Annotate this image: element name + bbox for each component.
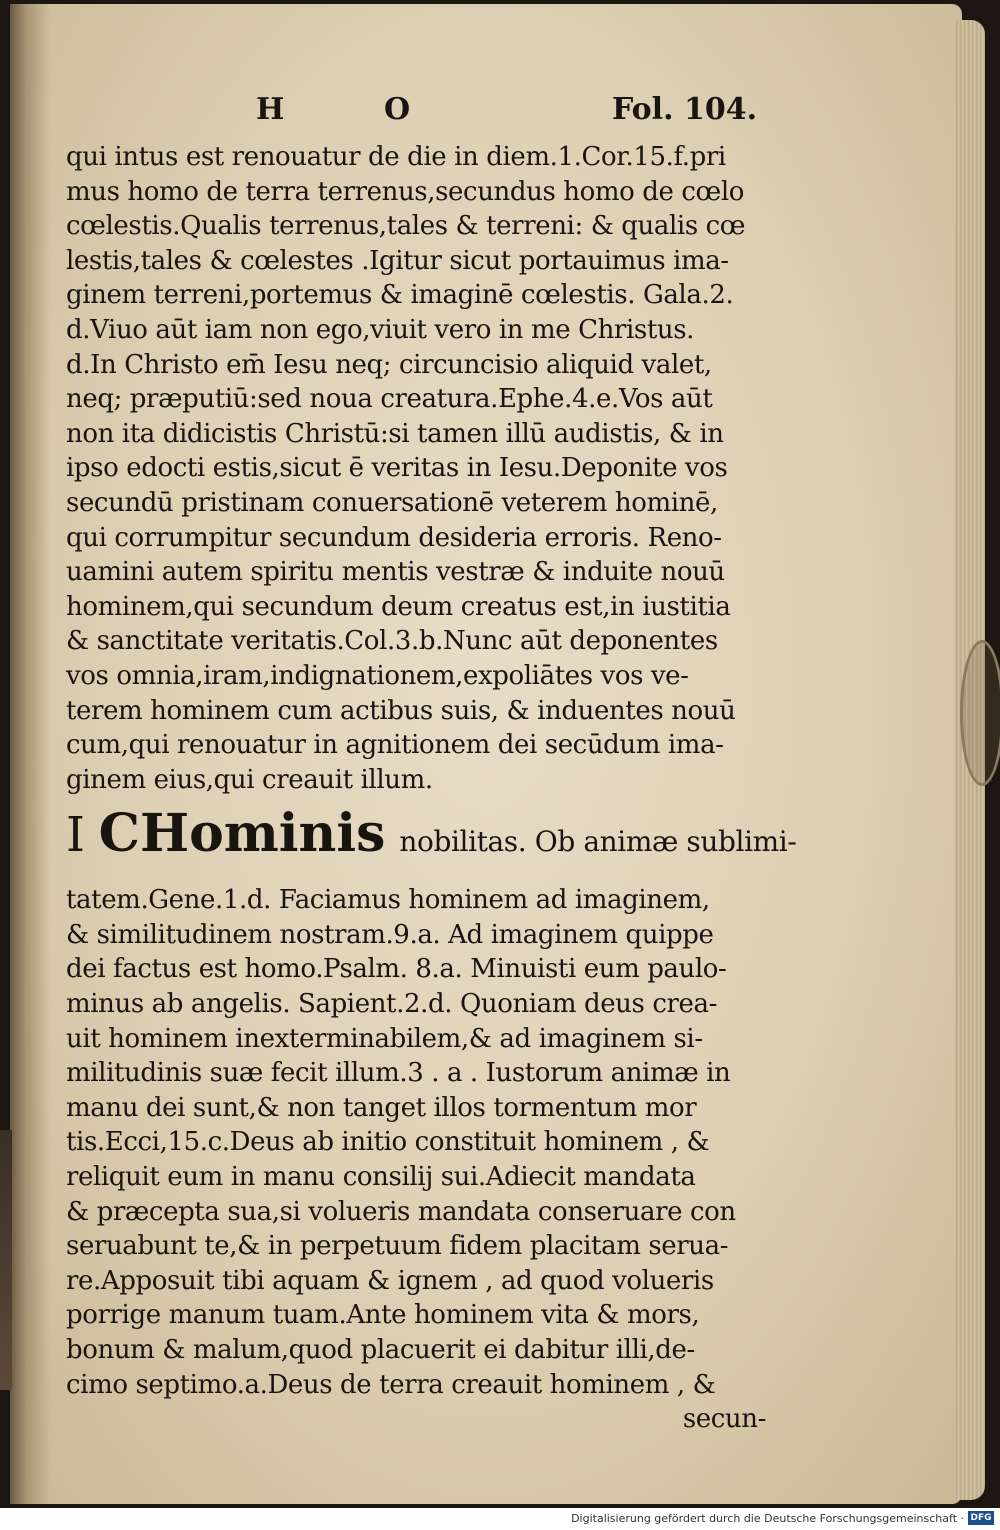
text-line: d.Viuo aūt iam non ego,viuit vero in me Christus. — [66, 314, 695, 345]
text-line: lestis,tales & cœlestes .Igitur sicut portauimus ima- — [66, 245, 729, 276]
catchword: secun- — [682, 1404, 766, 1435]
page-clip — [960, 640, 1000, 786]
text-line: mus homo de terra terrenus,secundus homo de cœlo — [66, 176, 744, 207]
text-line: terem hominem cum actibus suis, & induentes nouū — [66, 695, 736, 726]
text-line: tis.Ecci,15.c.Deus ab initio constituit hominem , & — [66, 1127, 710, 1158]
dfg-logo-icon: DFG — [968, 1511, 994, 1525]
text-line: manu dei sunt,& non tanget illos tormentum mor — [66, 1092, 697, 1123]
running-head-letter-2: O — [384, 92, 411, 127]
text-line: minus ab angelis. Sapient.2.d. Quoniam deus crea- — [66, 989, 717, 1020]
text-line: vos omnia,iram,indignationem,expoliātes vos ve- — [66, 660, 689, 691]
binding-gutter — [10, 4, 50, 1504]
text-line: & sanctitate veritatis.Col.3.b.Nunc aūt deponentes — [66, 626, 718, 657]
previous-page-edge — [0, 1130, 12, 1390]
text-line: reliquit eum in manu consilij sui.Adiecit mandata — [66, 1162, 696, 1193]
text-line: ginem eius,qui creauit illum. — [66, 764, 433, 795]
running-head-letter-1: H — [256, 92, 285, 127]
text-line: porrige manum tuam.Ante hominem vita & mors, — [66, 1300, 700, 1331]
section-heading-rest: nobilitas. Ob animæ sublimi- — [399, 825, 797, 859]
section-title: CHominis — [98, 803, 386, 865]
text-line: tatem.Gene.1.d. Faciamus hominem ad imaginem, — [66, 885, 710, 916]
text-line: qui intus est renouatur de die in diem.1.Cor.15.f.pri — [66, 142, 726, 172]
section-number: I — [66, 807, 85, 864]
text-line: seruabunt te,& in perpetuum fidem placitam serua- — [66, 1231, 729, 1262]
text-line: uit hominem inexterminabilem,& ad imaginem si- — [66, 1023, 703, 1054]
paragraph-2 — [66, 883, 806, 1437]
text-line: secundū pristinam conuersationē veterem hominē, — [66, 487, 718, 518]
text-line: hominem,qui secundum deum creatus est,in iustitia — [66, 591, 731, 622]
footer-bar — [0, 1508, 1000, 1530]
text-line: d.In Christo em̄ Iesu neq; circuncisio aliquid valet, — [66, 349, 712, 380]
text-line: ginem terreni,portemus & imaginē cœlestis. Gala.2. — [66, 280, 734, 311]
text-line: neq; præputiū:sed noua creatura.Ephe.4.e.Vos aūt — [66, 384, 713, 415]
body-text — [66, 140, 806, 1437]
text-line: & præcepta sua,si volueris mandata conseruare con — [66, 1196, 736, 1227]
running-head — [0, 92, 1000, 132]
text-line: re.Apposuit tibi aquam & ignem , ad quod volueris — [66, 1265, 714, 1296]
folio-number: Fol. 104. — [612, 92, 758, 127]
text-line: ipso edocti estis,sicut ē veritas in Iesu.Deponite vos — [66, 453, 728, 484]
text-line: & similitudinem nostram.9.a. Ad imaginem quippe — [66, 919, 714, 950]
section-heading — [66, 803, 806, 865]
funding-notice: Digitalisierung gefördert durch die Deutsche Forschungsgemeinschaft · — [571, 1512, 964, 1525]
text-line: cœlestis.Qualis terrenus,tales & terreni: & qualis cœ — [66, 211, 746, 242]
text-line: militudinis suæ fecit illum.3 . a . Iustorum animæ in — [66, 1058, 731, 1089]
text-line: non ita didicistis Christū:si tamen illū audistis, & in — [66, 418, 724, 449]
text-line: cimo septimo.a.Deus de terra creauit hominem , & — [66, 1369, 716, 1400]
text-line: qui corrumpitur secundum desideria erroris. Reno- — [66, 522, 722, 553]
text-line: cum,qui renouatur in agnitionem dei secūdum ima- — [66, 730, 724, 761]
text-line: dei factus est homo.Psalm. 8.a. Minuisti eum paulo- — [66, 954, 727, 985]
paragraph-1 — [66, 140, 806, 797]
text-line: bonum & malum,quod placuerit ei dabitur illi,de- — [66, 1335, 695, 1365]
text-line: uamini autem spiritu mentis vestræ & induite nouū — [66, 557, 725, 588]
